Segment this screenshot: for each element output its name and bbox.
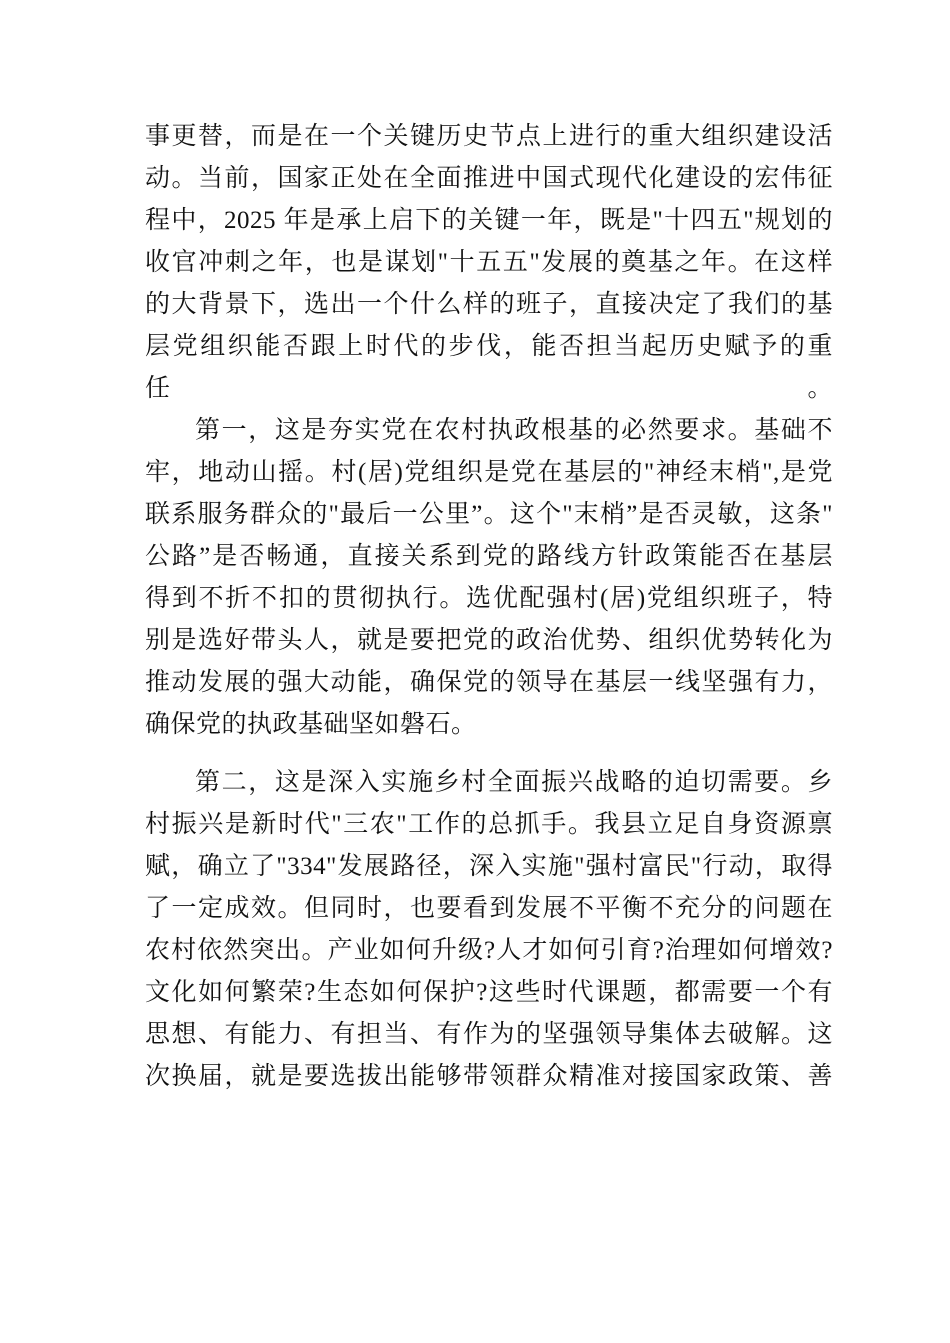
text-line: 次换届，就是要选拔出能够带领群众精准对接国家政策、善 <box>145 1063 833 1090</box>
text-line: 的大背景下，选出一个什么样的班子，直接决定了我们的基 <box>145 291 833 318</box>
text-line: 确保党的执政基础坚如磐石。 <box>145 711 477 738</box>
text-line: 农村依然突出。产业如何升级?人才如何引育?治理如何增效? <box>145 937 833 964</box>
text-line: 层党组织能否跟上时代的步伐，能否担当起历史赋予的重任。 <box>145 333 833 402</box>
text-line: 公路”是否畅通，直接关系到党的路线方针政策能否在基层 <box>145 543 833 570</box>
text-line: 事更替，而是在一个关键历史节点上进行的重大组织建设活 <box>145 123 833 150</box>
text-line: 村振兴是新时代"三农"工作的总抓手。我县立足自身资源禀 <box>145 811 833 838</box>
text-line: 程中，2025 年是承上启下的关键一年，既是"十四五"规划的 <box>145 207 833 234</box>
text-line: 联系服务群众的"最后一公里”。这个"末梢”是否灵敏，这条" <box>145 501 833 528</box>
paragraph <box>145 410 833 746</box>
paragraph <box>145 116 833 410</box>
text-line: 了一定成效。但同时，也要看到发展不平衡不充分的问题在 <box>145 895 833 922</box>
text-line: 别是选好带头人，就是要把党的政治优势、组织优势转化为 <box>145 627 833 654</box>
text-line: 得到不折不扣的贯彻执行。选优配强村(居)党组织班子，特 <box>145 585 833 612</box>
text-line: 文化如何繁荣?生态如何保护?这些时代课题，都需要一个有 <box>145 979 833 1006</box>
text-line: 动。当前，国家正处在全面推进中国式现代化建设的宏伟征 <box>145 165 833 192</box>
text-line: 收官冲刺之年，也是谋划"十五五"发展的奠基之年。在这样 <box>145 249 833 276</box>
paragraph <box>145 762 833 1098</box>
text-line: 第一，这是夯实党在农村执政根基的必然要求。基础不 <box>195 417 833 444</box>
text-line: 推动发展的强大动能，确保党的领导在基层一线坚强有力， <box>145 669 833 696</box>
text-line: 牢，地动山摇。村(居)党组织是党在基层的"神经末梢",是党 <box>145 459 833 486</box>
text-line: 赋，确立了"334"发展路径，深入实施"强村富民"行动，取得 <box>145 853 833 880</box>
text-line: 第二，这是深入实施乡村全面振兴战略的迫切需要。乡 <box>195 769 833 796</box>
text-line: 思想、有能力、有担当、有作为的坚强领导集体去破解。这 <box>145 1021 833 1048</box>
